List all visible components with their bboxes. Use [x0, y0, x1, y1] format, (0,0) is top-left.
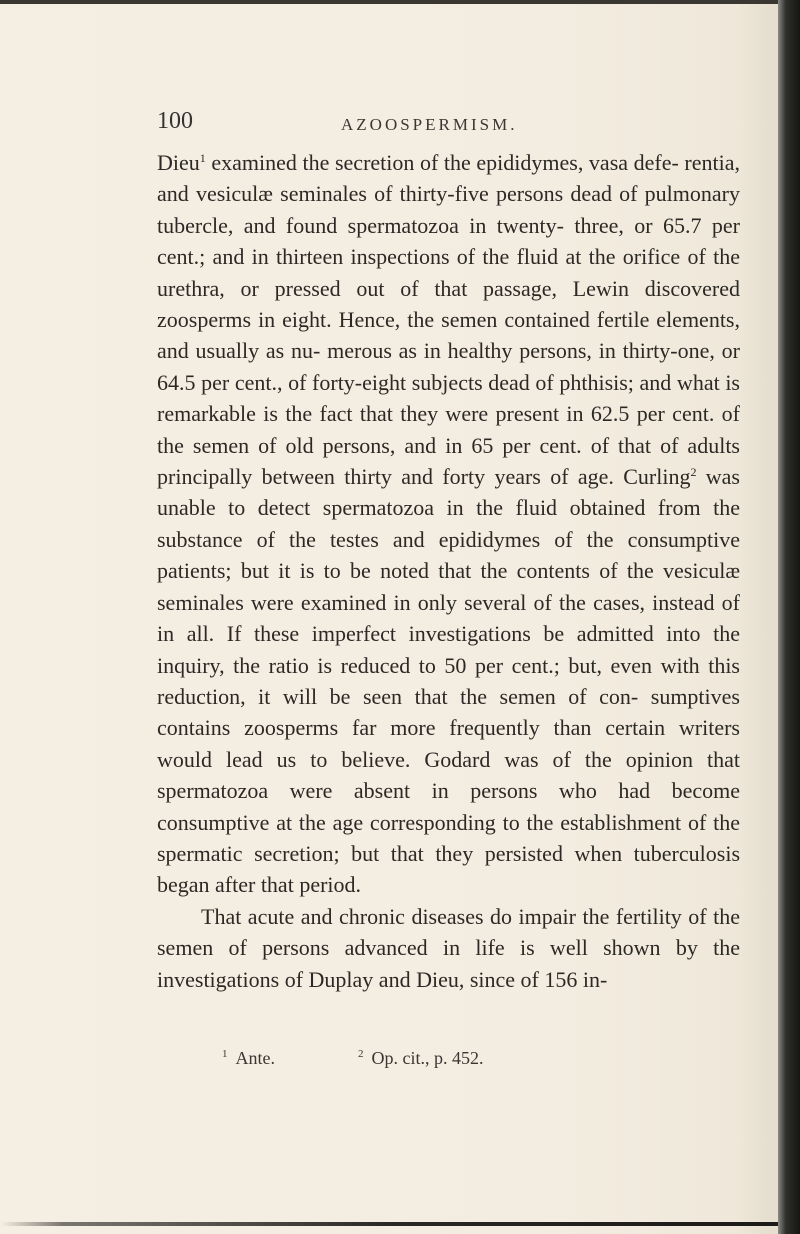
footnote-2 — [358, 1048, 484, 1069]
footnote-1-text: Ante. — [235, 1048, 275, 1068]
footnote-2-text: Op. cit., p. 452. — [371, 1048, 484, 1068]
paragraph-1 — [157, 147, 740, 901]
paragraph-1-text-a: examined the secretion of the epididymes, vasa defe- rentia, and vesiculæ seminales of thirty-five persons dead of pulmonary tubercle, and found spermatozoa in twenty- three, or 65.7 per cent.; and in thirteen inspections of the fluid at the orifice of the urethra, or pressed out of that passage, Lewin discovered zoosperms in eight. Hence, the semen contained fertile elements, and usually as nu- merous as in healthy persons, in thirty-one, or 64.5 per cent., of forty-eight subjects dead of phthisis; and what is remarkable is the fact that they were present in 62.5 per cent. of the semen of old persons, and in 65 per cent. of that of adults principally between thirty and forty years of age. Curling — [157, 150, 740, 490]
running-head: AZOOSPERMISM. — [341, 115, 518, 134]
page-number: 100 — [157, 108, 193, 134]
footnote-2-mark: 2 — [358, 1048, 364, 1060]
body-text — [157, 147, 740, 995]
footnote-ref-2: 2 — [690, 465, 697, 480]
paragraph-1-start: Dieu — [157, 150, 200, 175]
top-border — [0, 0, 800, 4]
footnote-ref-1: 1 — [199, 151, 206, 165]
page-header — [157, 108, 717, 138]
paragraph-1-text-b: was unable to detect spermatozoa in the fluid obtained from the substance of the testes and epididymes of the consumptive patients; but it is to be noted that the contents of the vesiculæ seminales were examined in only several of the cases, instead of in all. If these imperfect investigations be admitted into the inquiry, the ratio is reduced to 50 per cent.; but, even with this reduction, it will be seen that the semen of con- sumptives contains zoosperms far more frequently than certain writers would lead us to believe. Godard was of the opinion that spermatozoa were absent in persons who had become consumptive at the age corresponding to the establishment of the spermatic secretion; but that they persisted when tuberculosis began after that period. — [157, 464, 740, 898]
scan-edge-shadow — [778, 0, 800, 1234]
bottom-border — [0, 1222, 780, 1226]
paragraph-2: That acute and chronic diseases do impair the fertility of the semen of persons advanced in life is well shown by the investigations of Duplay and Dieu, since of 156 in- — [157, 903, 740, 992]
footnote-1-mark: 1 — [222, 1048, 228, 1060]
footnote-1 — [222, 1048, 275, 1069]
